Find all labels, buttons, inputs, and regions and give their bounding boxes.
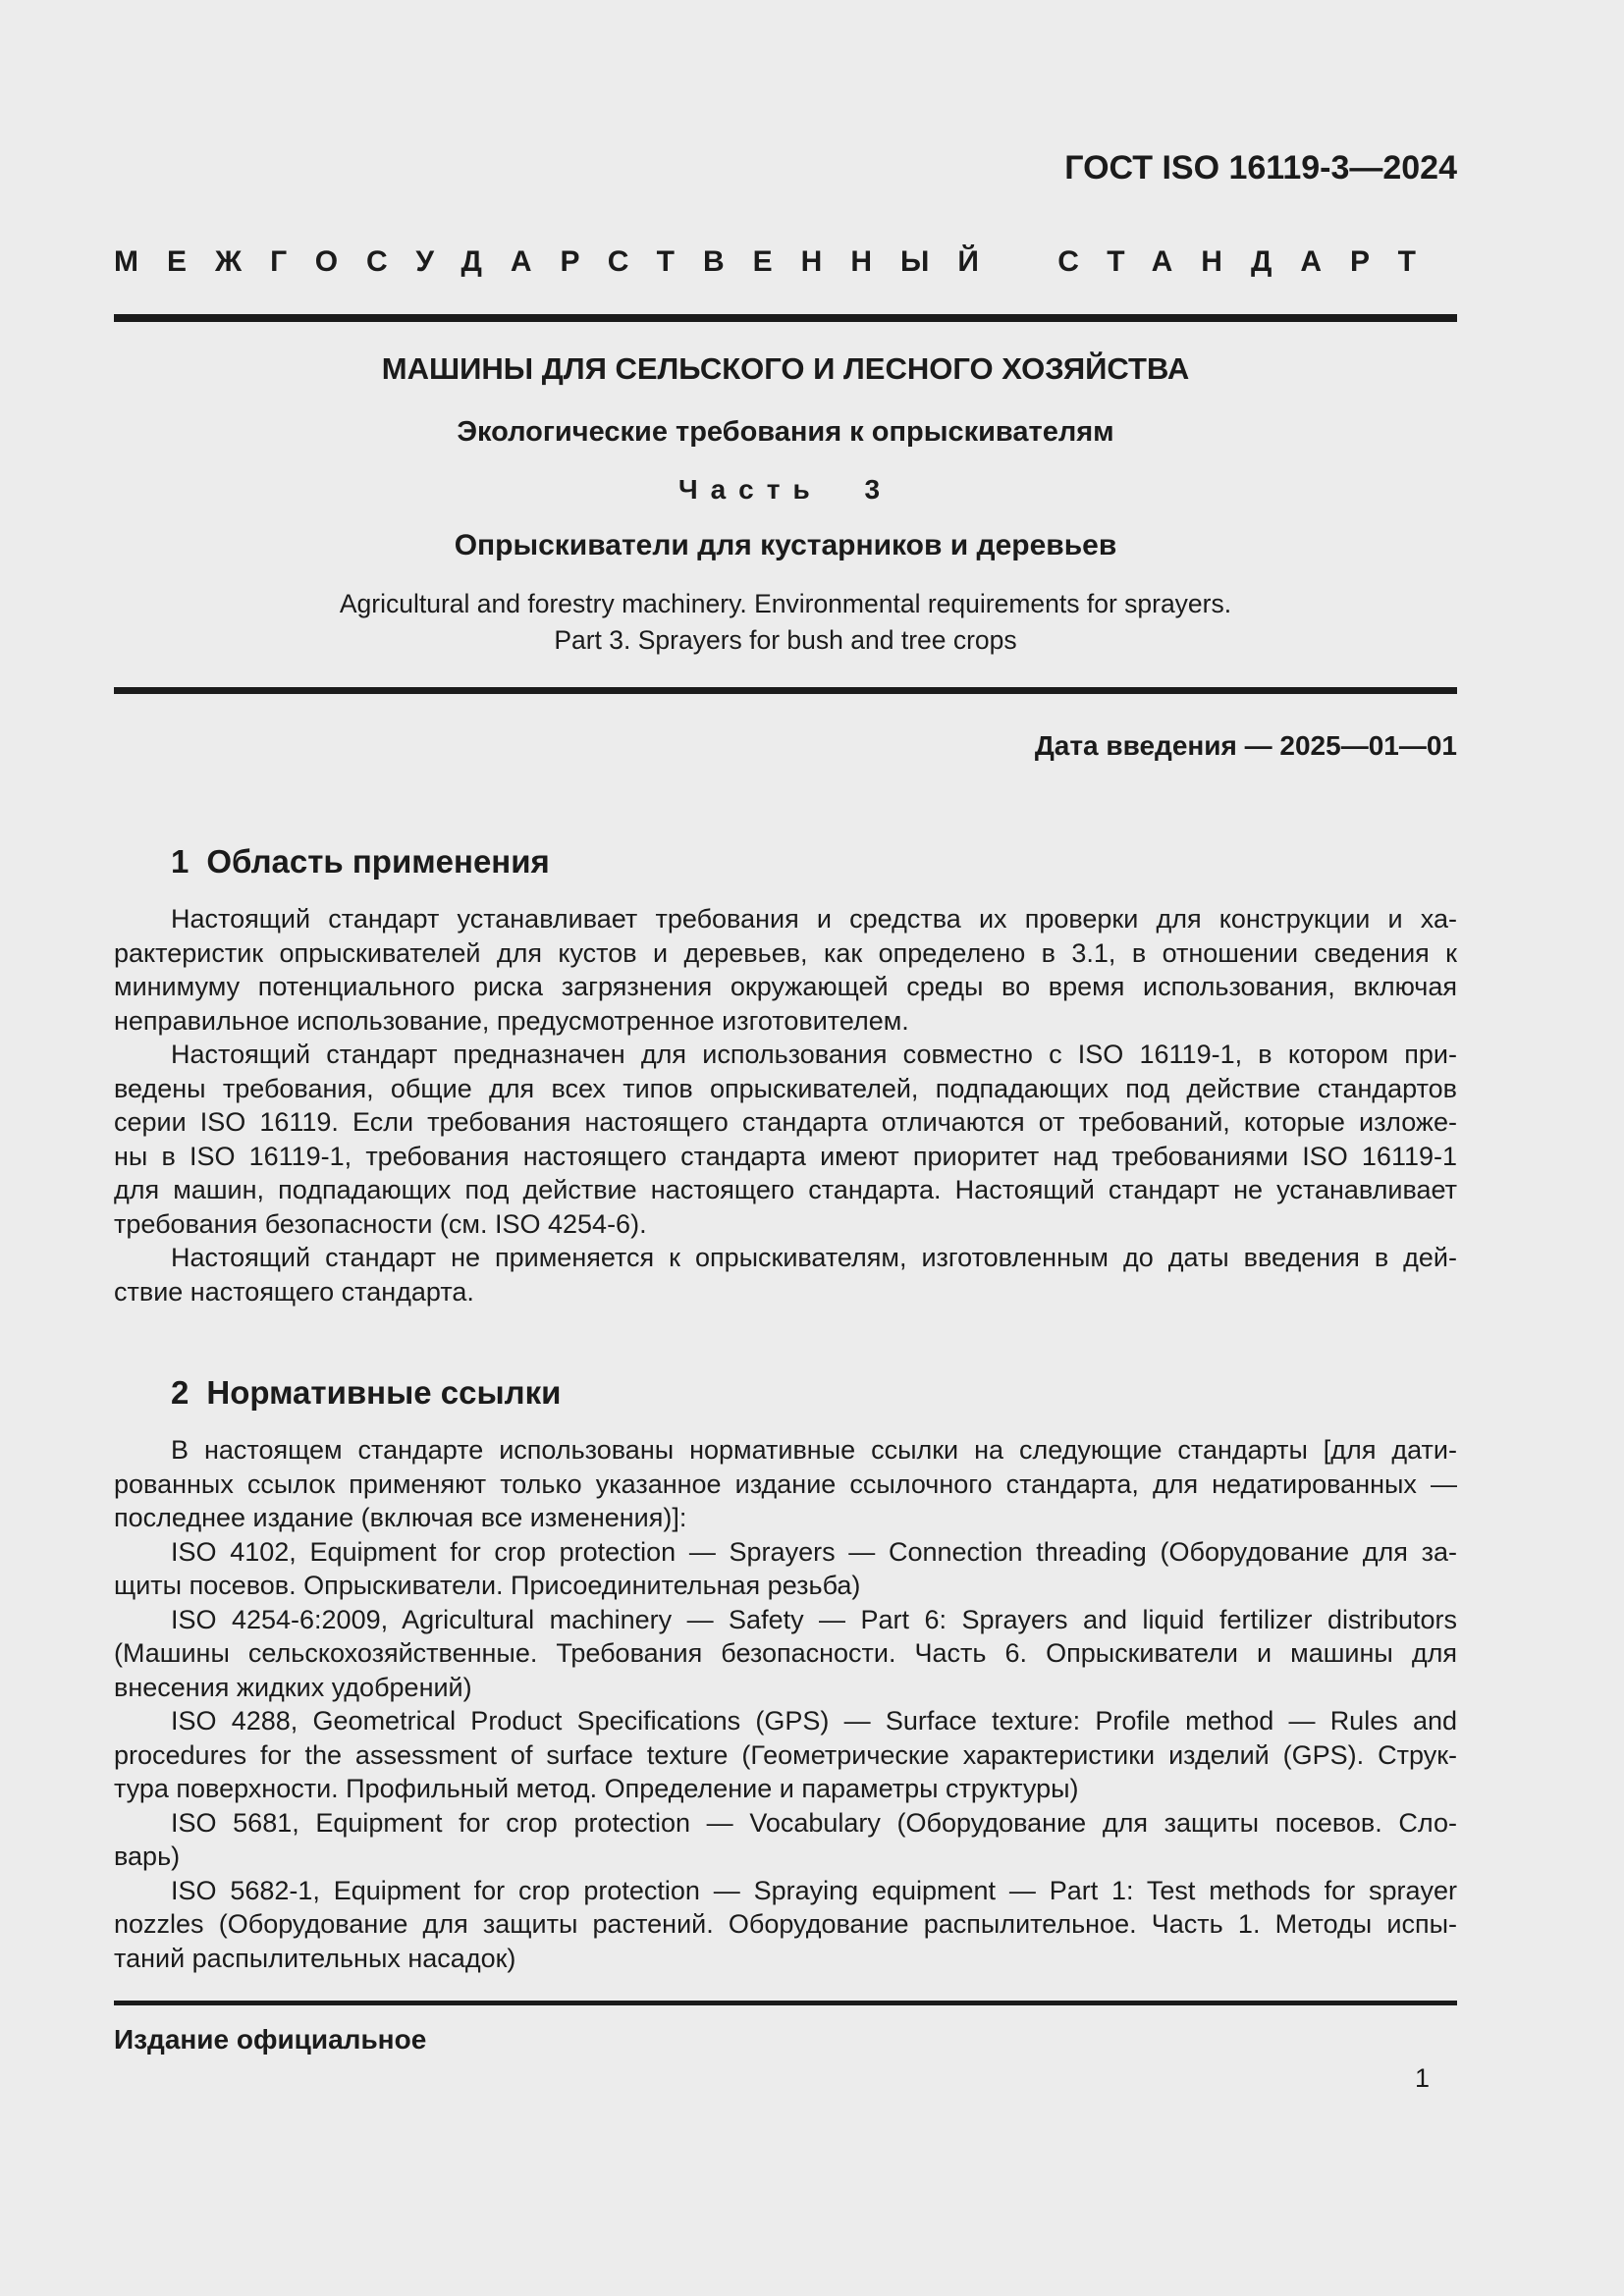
paragraph [114,1806,1457,1874]
section-number: 1 [171,843,189,880]
section-heading [114,842,1457,881]
paragraph [114,1241,1457,1308]
body-line: таний распылительных насадок) [114,1943,516,1973]
body-line: procedures for the assessment of surface texture (Геометрические характеристики изделий (GPS). Струк- [114,1739,1457,1770]
body-line: серии ISO 16119. Если требования настоящего стандарта отличаются от требований, которые изложе- [114,1107,1457,1137]
body-line: последнее издание (включая все изменения)]: [114,1503,687,1532]
body-line: рованных ссылок применяют только указанное издание ссылочного стандарта, для недатированных — [114,1468,1457,1499]
body-line: варь) [114,1842,181,1871]
body-line: ISO 4102, Equipment for crop protection — Sprayers — Connection threading (Оборудование для за- [171,1536,1457,1567]
body-line: щиты посевов. Опрыскиватели. Присоединительная резьба) [114,1571,861,1600]
title-english [114,586,1457,659]
body-line: (Машины сельскохозяйственные. Требования безопасности. Часть 6. Опрыскиватели и машины для [114,1638,1457,1668]
footer-divider-rule [114,2001,1457,2005]
body-line: требования безопасности (см. ISO 4254-6). [114,1208,647,1239]
body-line: внесения жидких удобрений) [114,1672,472,1702]
body-line: ISO 4254-6:2009, Agricultural machinery — Safety — Part 6: Sprayers and liquid fertilizer distributors [171,1604,1457,1634]
title-ru-subtitle: Экологические требования к опрыскивателям [457,416,1114,448]
middle-divider-rule [114,687,1457,694]
section-title: Область применения [206,843,550,880]
section-title: Нормативные ссылки [206,1374,562,1411]
body-line: тура поверхности. Профильный метод. Определение и параметры структуры) [114,1774,1079,1803]
paragraph [114,1433,1457,1535]
body-line: для машин, подпадающих под действие настоящего стандарта. Настоящий стандарт не устанавливает [114,1175,1457,1204]
body-line: Настоящий стандарт устанавливает требования и средства их проверки для конструкции и ха- [171,904,1457,934]
body-line: ISO 5681, Equipment for crop protection — Vocabulary (Оборудование для защиты посевов. Сло- [171,1807,1457,1838]
body-line: nozzles (Оборудование для защиты растений. Оборудование распылительное. Часть 1. Методы испы- [114,1909,1457,1939]
interstate-standard-banner: МЕЖГОСУДАРСТВЕННЫЙ СТАНДАРТ [114,245,1444,278]
title-ru-main: МАШИНЫ ДЛЯ СЕЛЬСКОГО И ЛЕСНОГО ХОЗЯЙСТВА [381,351,1190,386]
section-number: 2 [171,1374,189,1411]
page-number: 1 [1414,2063,1430,2093]
body-line: В настоящем стандарте использованы нормативные ссылки на следующие стандарты [для дати- [171,1435,1457,1465]
body-line: рактеристик опрыскивателей для кустов и деревьев, как определено в 3.1, в отношении сведения к [114,937,1457,968]
body-line: ны в ISO 16119-1, требования настоящего стандарта имеют приоритет над требованиями ISO 16119-1 [114,1141,1457,1171]
page-content [114,0,1457,2296]
official-edition-note: Издание официальное [114,2024,427,2055]
body-line: ISO 5682-1, Equipment for crop protection — Spraying equipment — Part 1: Test methods for sprayer [171,1875,1457,1905]
title-english-line1: Agricultural and forestry machinery. Environmental requirements for sprayers. [339,589,1232,618]
title-ru-object: Опрыскиватели для кустарников и деревьев [454,529,1117,561]
body-line: неправильное использование, предусмотренное изготовителем. [114,1005,909,1036]
title-english-line2: Part 3. Sprayers for bush and tree crops [554,625,1017,655]
effective-date: Дата введения — 2025—01—01 [1034,730,1457,761]
section-heading [114,1373,1457,1413]
body-line: ISO 4288, Geometrical Product Specifications (GPS) — Surface texture: Profile method — Rules and [171,1706,1457,1735]
paragraph [114,1874,1457,1976]
title-part-number: Часть 3 [677,474,893,505]
body-line: Настоящий стандарт не применяется к опрыскивателям, изготовленным до даты введения в дей- [171,1243,1457,1272]
paragraph [114,902,1457,1038]
body-line: Настоящий стандарт предназначен для использования совместно с ISO 16119-1, в котором при- [171,1040,1457,1069]
body-line: ствие настоящего стандарта. [114,1276,474,1307]
paragraph [114,1704,1457,1806]
paragraph [114,1535,1457,1603]
paragraph [114,1038,1457,1241]
document-body [114,842,1457,1975]
top-divider-rule [114,314,1457,322]
body-line: ведены требования, общие для всех типов опрыскивателей, подпадающих под действие стандартов [114,1073,1457,1103]
paragraph [114,1603,1457,1705]
standard-designation: ГОСТ ISO 16119-3—2024 [1064,149,1457,187]
body-line: минимуму потенциального риска загрязнения окружающей среды во время использования, включая [114,972,1457,1001]
